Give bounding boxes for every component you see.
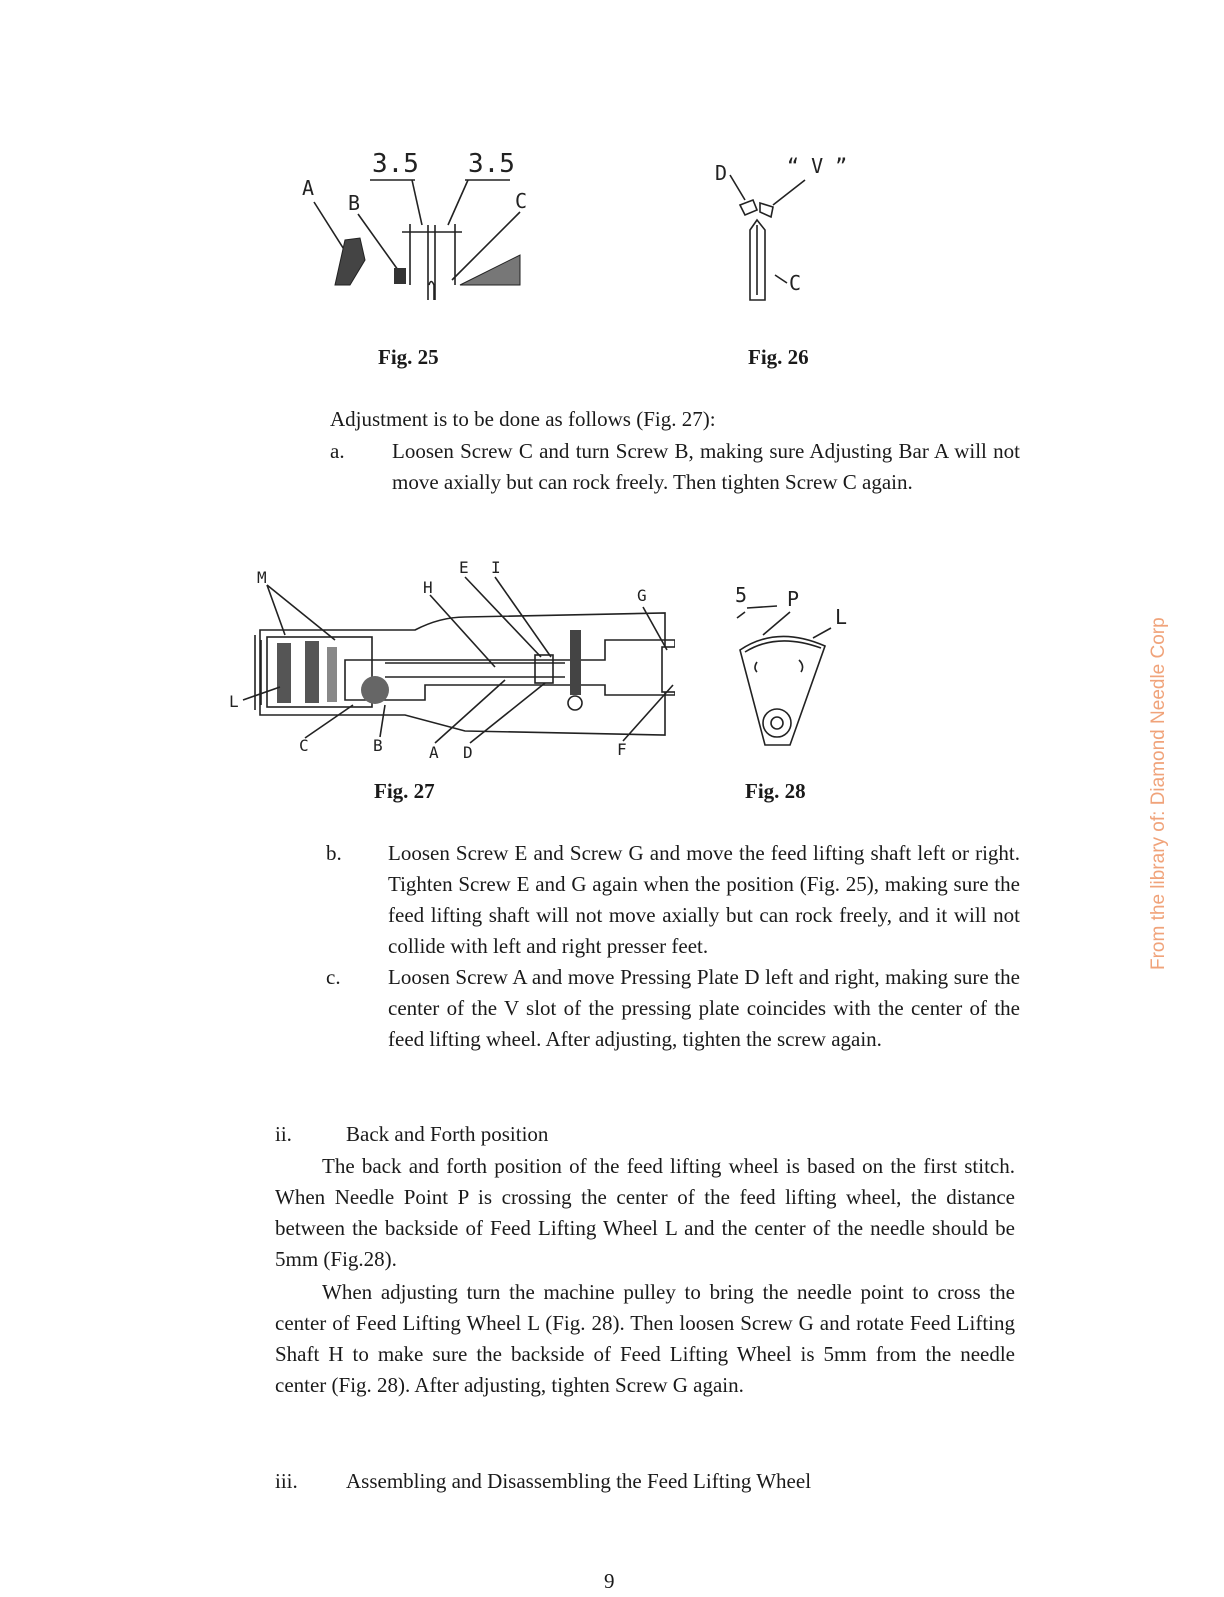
fig25-dim-left: 3.5 <box>372 149 419 179</box>
step-c-text: Loosen Screw A and move Pressing Plate D left and right, making sure the center of the V slot of the pressing plate coincides with the center of the feed lifting wheel. After adjusting, tighten the screw again. <box>388 965 1020 1051</box>
fig27-label-d: D <box>463 743 473 762</box>
step-a-marker: a. <box>330 439 345 463</box>
figure-25-drawing <box>290 140 540 315</box>
figure-25 <box>290 140 540 315</box>
figure-28-drawing <box>715 580 855 755</box>
figure-28 <box>715 580 855 755</box>
fig28-label-5: 5 <box>735 583 748 607</box>
fig27-label-e: E <box>459 558 469 577</box>
fig27-label-i: I <box>491 558 501 577</box>
section-ii-heading: Back and Forth position <box>346 1122 549 1146</box>
fig27-label-l: L <box>229 692 239 711</box>
section-iii-heading: Assembling and Disassembling the Feed Lifting Wheel <box>346 1469 812 1493</box>
fig25-label-b: B <box>348 191 361 215</box>
adjustment-intro: Adjustment is to be done as follows (Fig. 27): <box>330 407 716 431</box>
fig27-label-a: A <box>429 743 439 762</box>
fig27-label-b: B <box>373 736 383 755</box>
fig28-caption: Fig. 28 <box>745 779 806 803</box>
fig26-label-d: D <box>715 161 728 185</box>
figure-27-drawing <box>225 555 675 770</box>
fig25-dim-right: 3.5 <box>468 149 515 179</box>
fig27-label-g: G <box>637 586 647 605</box>
fig25-label-a: A <box>302 176 315 200</box>
figure-26-drawing <box>705 145 865 310</box>
fig28-label-p: P <box>787 587 800 611</box>
fig28-label-l: L <box>835 605 848 629</box>
section-ii-paragraph-1: The back and forth position of the feed lifting wheel is based on the first stitch. When Needle Point P is crossing the center of the feed lifting wheel, the distance between the backside of Feed Lifting Wheel L and the center of the needle should be 5mm (Fig.28). <box>275 1154 1015 1271</box>
fig26-label-c: C <box>789 271 802 295</box>
section-ii-marker: ii. <box>275 1122 292 1146</box>
step-b-text: Loosen Screw E and Screw G and move the feed lifting shaft left or right. Tighten Screw E and G again when the position (Fig. 25), making sure the feed lifting shaft will not move axially but can rock freely, and it will not collide with left and right presser feet. <box>388 841 1020 958</box>
fig27-label-h: H <box>423 578 433 597</box>
fig25-caption: Fig. 25 <box>378 345 439 369</box>
library-watermark: From the library of: Diamond Needle Corp <box>1148 617 1169 970</box>
figure-27 <box>225 555 675 770</box>
fig26-caption: Fig. 26 <box>748 345 809 369</box>
page-number: 9 <box>604 1569 615 1593</box>
figure-26 <box>705 145 865 310</box>
fig26-label-v: “ V ” <box>787 154 848 178</box>
fig27-label-m: M <box>257 568 267 587</box>
fig25-label-c: C <box>515 189 528 213</box>
step-c-marker: c. <box>326 965 341 989</box>
step-b-marker: b. <box>326 841 342 865</box>
fig27-label-c: C <box>299 736 309 755</box>
section-iii-marker: iii. <box>275 1469 298 1493</box>
section-ii-paragraph-2: When adjusting turn the machine pulley to bring the needle point to cross the center of Feed Lifting Wheel L (Fig. 28). Then loosen Screw G and rotate Feed Lifting Shaft H to make sure the backside of Feed Lifting Wheel is 5mm from the needle center (Fig. 28). After adjusting, tighten Screw G again. <box>275 1280 1015 1397</box>
fig27-caption: Fig. 27 <box>374 779 435 803</box>
fig27-label-f: F <box>617 740 627 759</box>
step-a-text: Loosen Screw C and turn Screw B, making sure Adjusting Bar A will not move axially but can rock freely. Then tighten Screw C again. <box>392 439 1020 494</box>
